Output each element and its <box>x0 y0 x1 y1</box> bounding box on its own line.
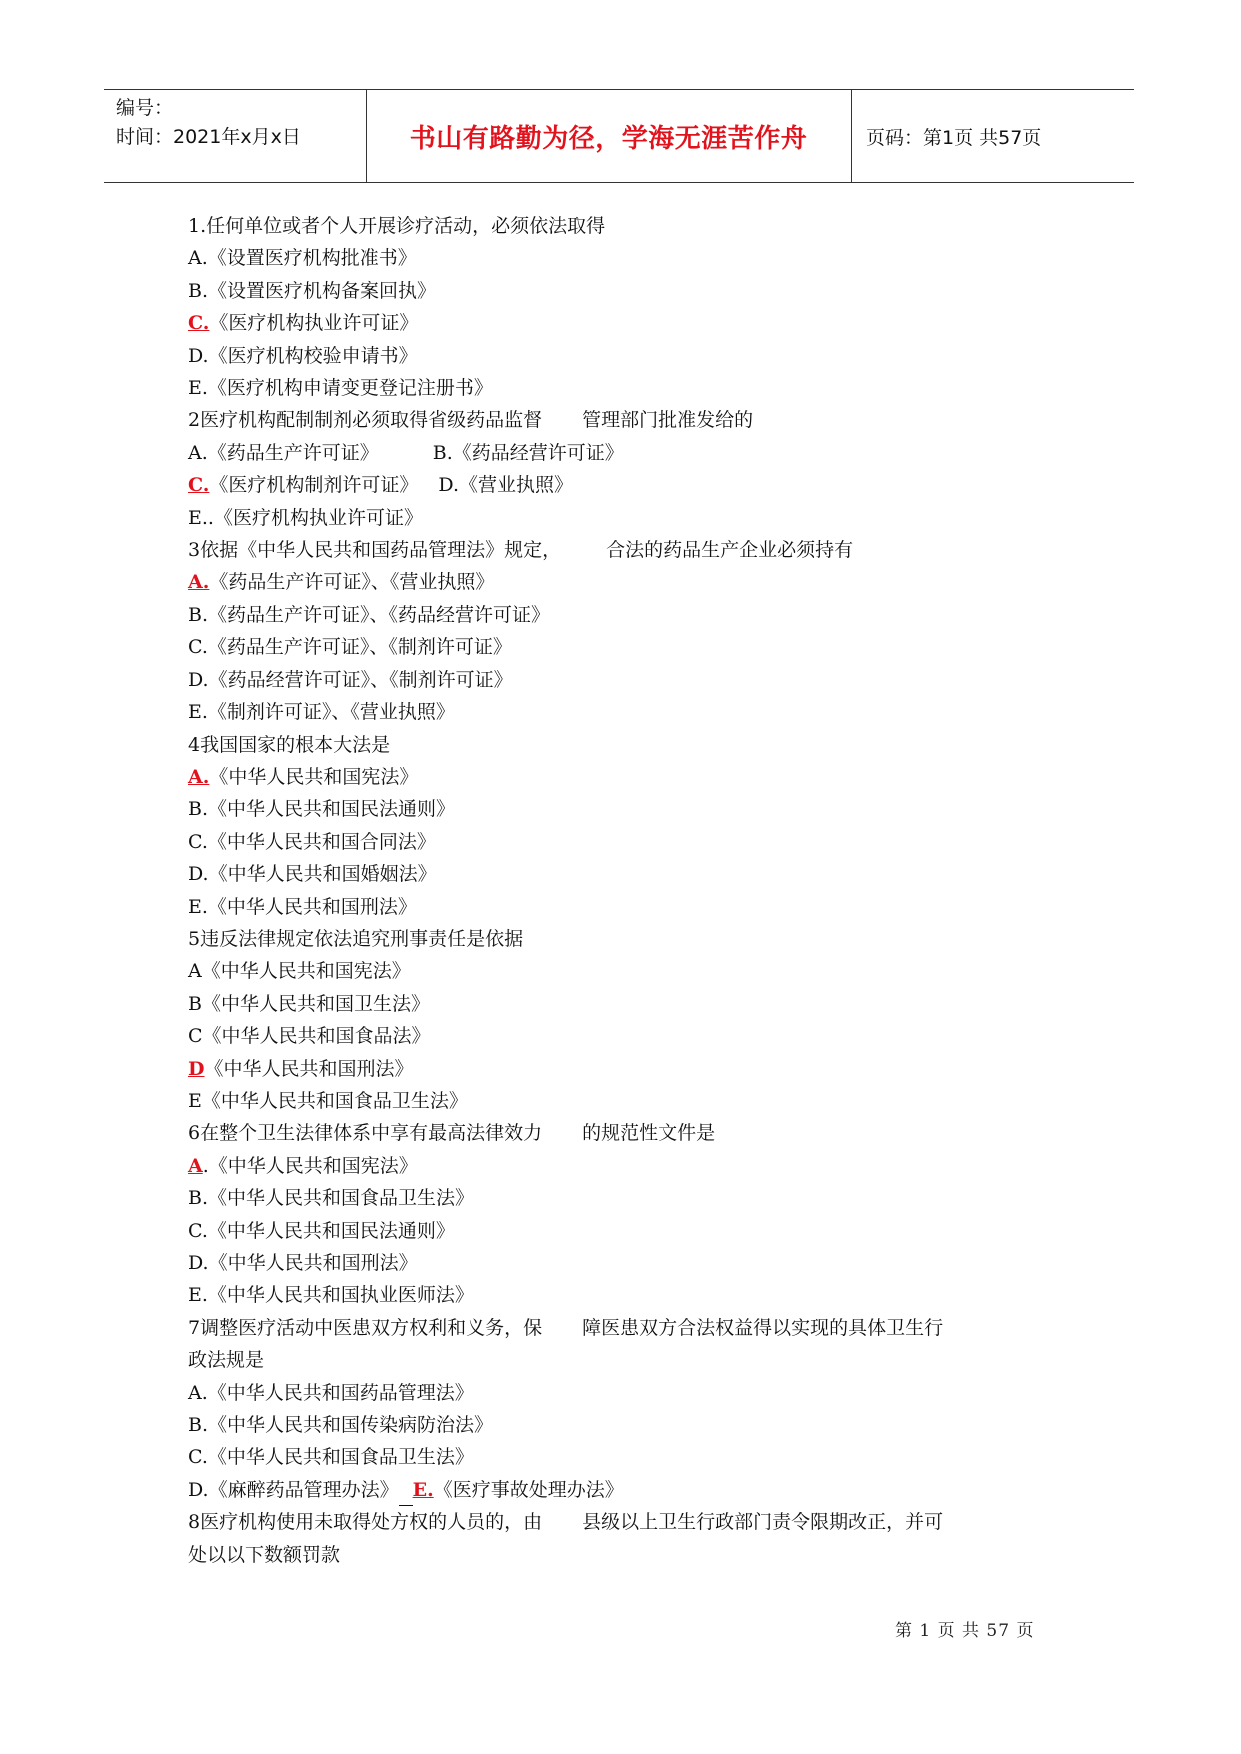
option-correct <box>188 307 1058 339</box>
option: D.《中华人民共和国婚姻法》 <box>188 863 437 886</box>
answer-key: A <box>188 1154 203 1177</box>
header-page-info: 页码：第1页 共57页 <box>866 127 1042 149</box>
option: D.《中华人民共和国刑法》 <box>188 1252 418 1274</box>
page-footer: 第 1 页 共 57 页 <box>895 1621 1035 1641</box>
answer-key: A. <box>188 571 210 594</box>
option-text: 《药品生产许可证》、《营业执照》 <box>209 571 495 594</box>
stem-part: 3依据《中华人民共和国药品管理法》规定， <box>188 539 562 562</box>
question-stem-continued: 处以以下数额罚款 <box>188 1543 341 1566</box>
answer-key: C. <box>188 312 210 335</box>
header-divider <box>851 90 852 182</box>
stem-part: 障医患双方合法权益得以实现的具体卫生行 <box>582 1316 944 1339</box>
document-header <box>104 89 1134 183</box>
option: B.《药品经营许可证》 <box>432 441 624 464</box>
option: C.《中华人民共和国食品卫生法》 <box>188 1446 474 1469</box>
option-text: 《医疗机构执业许可证》 <box>209 312 419 335</box>
header-motto: 书山有路勤为径，学海无涯苦作舟 <box>409 124 808 154</box>
option-text: .《中华人民共和国宪法》 <box>202 1154 418 1177</box>
option: A.《药品生产许可证》 <box>188 441 379 464</box>
stem-part: 6在整个卫生法律体系中享有最高法律效力 <box>188 1122 543 1145</box>
option-correct <box>188 1053 1058 1085</box>
stem-part: 合法的药品生产企业必须持有 <box>606 539 854 562</box>
option-correct <box>188 1150 1058 1182</box>
question-stem: 4我国国家的根本大法是 <box>188 733 391 756</box>
question-stem <box>188 1506 1058 1538</box>
option: B.《中华人民共和国民法通则》 <box>188 798 456 821</box>
answer-key: C. <box>188 474 210 497</box>
option: C.《药品生产许可证》、《制剂许可证》 <box>188 636 512 659</box>
stem-part: 的规范性文件是 <box>582 1122 716 1145</box>
option: D.《营业执照》 <box>438 474 574 497</box>
option-row <box>188 469 1058 501</box>
document-time-label: 时间：2021年x月x日 <box>116 126 301 148</box>
option: C《中华人民共和国食品法》 <box>188 1025 431 1048</box>
answer-key: E. <box>412 1478 434 1501</box>
option-text: 《医疗机构制剂许可证》 <box>209 474 419 497</box>
document-number-label: 编号： <box>116 97 174 119</box>
question-stem-continued: 政法规是 <box>188 1349 265 1372</box>
header-meta <box>116 94 301 152</box>
question-stem: 5违反法律规定依法追究刑事责任是依据 <box>188 927 524 950</box>
answer-key: D <box>188 1057 205 1080</box>
question-stem <box>188 1312 1058 1344</box>
option: B.《药品生产许可证》、《药品经营许可证》 <box>188 603 551 626</box>
question-list <box>188 210 1058 1571</box>
option: E.《中华人民共和国执业医师法》 <box>188 1284 474 1307</box>
stem-part: 2医疗机构配制制剂必须取得省级药品监督 <box>188 409 543 432</box>
question-stem: 1.任何单位或者个人开展诊疗活动，必须依法取得 <box>188 215 606 237</box>
question-stem <box>188 404 1058 436</box>
option: E《中华人民共和国食品卫生法》 <box>188 1089 468 1112</box>
option-row <box>188 437 1058 469</box>
option: E.《制剂许可证》、《营业执照》 <box>188 701 455 724</box>
stem-part: 8医疗机构使用未取得处方权的人员的，由 <box>188 1511 543 1534</box>
option: A《中华人民共和国宪法》 <box>188 960 411 983</box>
option: B.《中华人民共和国传染病防治法》 <box>188 1414 494 1437</box>
option: D.《麻醉药品管理办法》 <box>188 1478 399 1501</box>
option-correct <box>188 761 1058 793</box>
stem-part: 管理部门批准发给的 <box>582 409 754 432</box>
option: E..《医疗机构执业许可证》 <box>188 506 423 529</box>
option: C.《中华人民共和国民法通则》 <box>188 1219 455 1242</box>
option: B.《中华人民共和国食品卫生法》 <box>188 1187 475 1210</box>
stem-part: 7调整医疗活动中医患双方权利和义务，保 <box>188 1316 543 1339</box>
stem-part: 县级以上卫生行政部门责令限期改正，并可 <box>582 1511 944 1534</box>
option-text: 《中华人民共和国宪法》 <box>209 765 419 788</box>
option: E.《中华人民共和国刑法》 <box>188 895 417 918</box>
option: A.《设置医疗机构批准书》 <box>188 247 417 270</box>
option-correct <box>188 566 1058 598</box>
option-text: 《医疗事故处理办法》 <box>433 1478 624 1501</box>
question-stem <box>188 534 1058 566</box>
option: D.《医疗机构校验申请书》 <box>188 344 418 367</box>
question-stem <box>188 1117 1058 1149</box>
option-row <box>188 1474 1058 1506</box>
option-text: 《中华人民共和国刑法》 <box>204 1057 414 1080</box>
option: B.《设置医疗机构备案回执》 <box>188 279 437 302</box>
answer-key: A. <box>188 765 210 788</box>
option: E.《医疗机构申请变更登记注册书》 <box>188 377 493 400</box>
option: B《中华人民共和国卫生法》 <box>188 992 430 1015</box>
option: D.《药品经营许可证》、《制剂许可证》 <box>188 668 513 691</box>
option: A.《中华人民共和国药品管理法》 <box>188 1381 474 1404</box>
option: C.《中华人民共和国合同法》 <box>188 830 436 853</box>
